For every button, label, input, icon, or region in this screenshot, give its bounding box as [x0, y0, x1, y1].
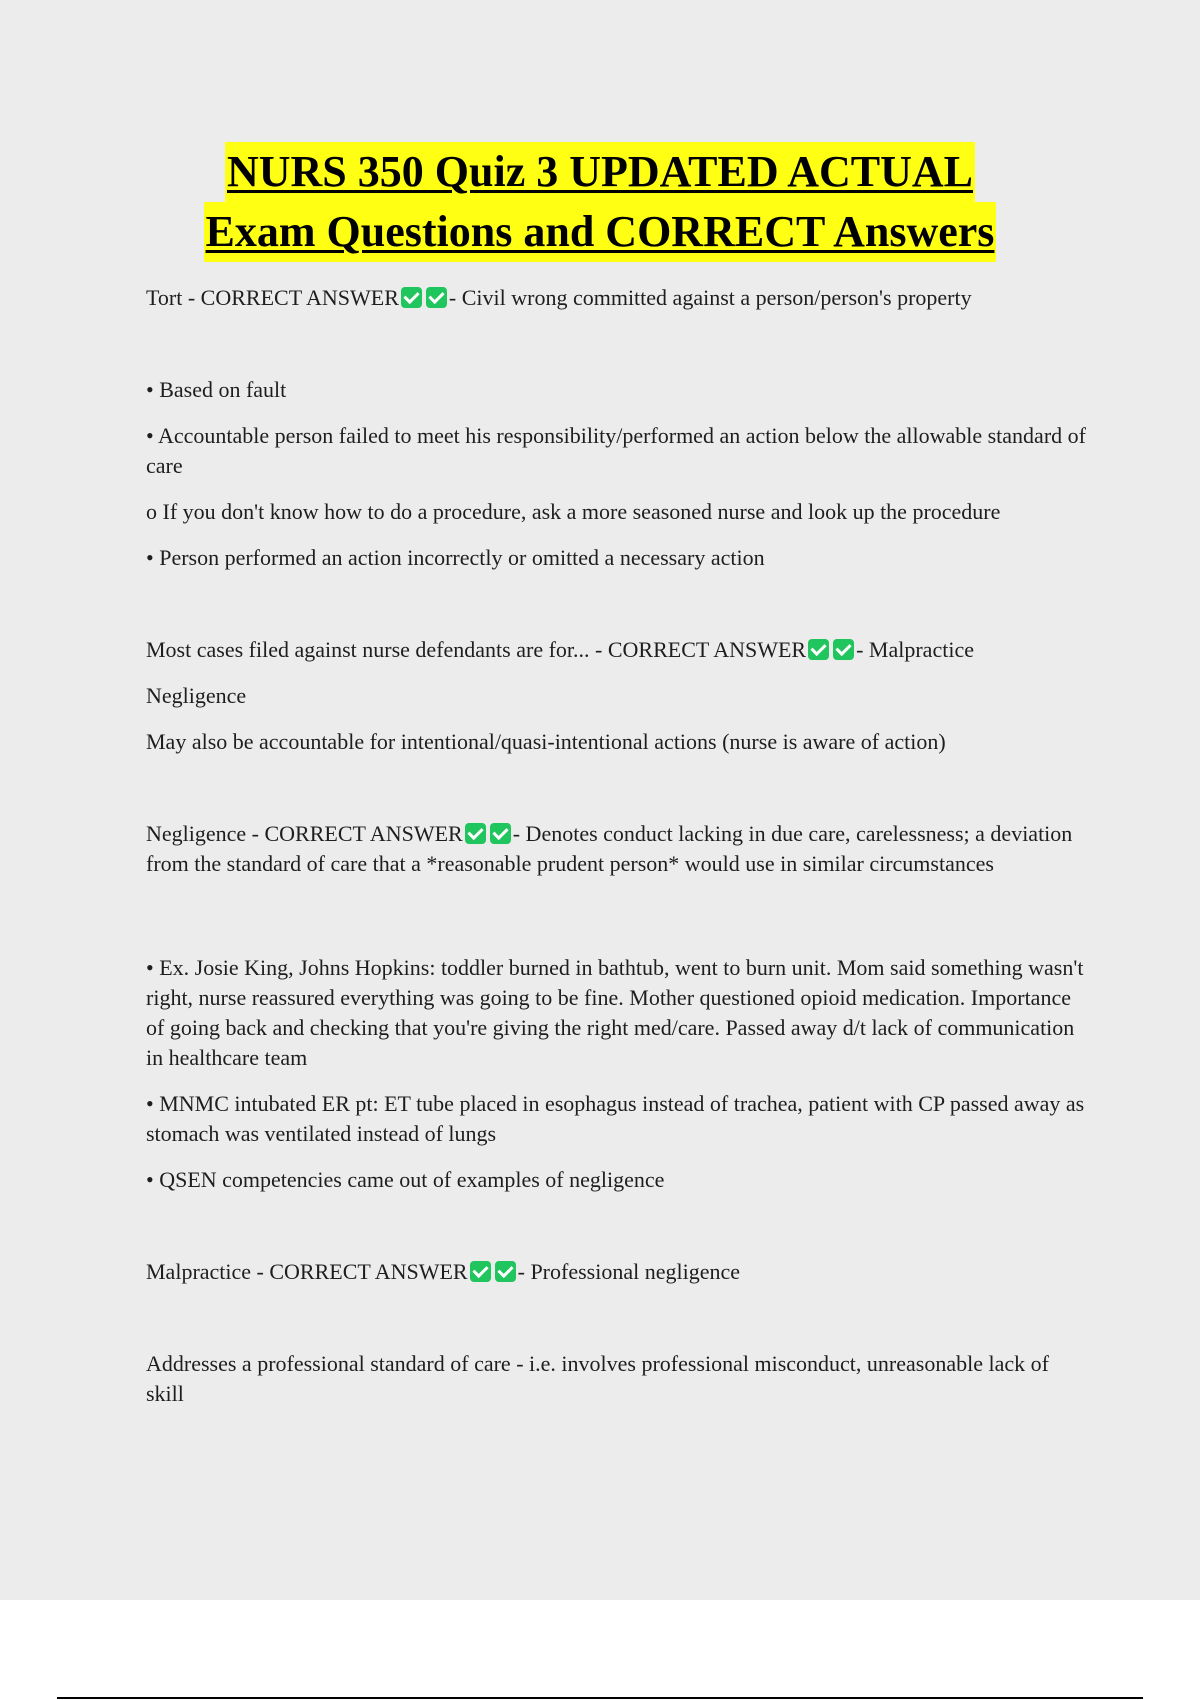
question-text: Most cases filed against nurse defendants are for... - CORRECT ANSWER — [146, 637, 807, 662]
answer-text: - Civil wrong committed against a person/person's property — [448, 285, 972, 310]
answer-line: Negligence — [146, 683, 247, 708]
check-icon — [401, 287, 422, 308]
sub-bullet-item: o If you don't know how to do a procedure, ask a more seasoned nurse and look up the procedure — [146, 499, 1001, 524]
title-line-1: NURS 350 Quiz 3 UPDATED ACTUAL — [225, 142, 975, 202]
check-icon — [490, 823, 511, 844]
answer-text: - Professional negligence — [517, 1259, 740, 1284]
qa-most-cases — [146, 635, 1086, 665]
bullet-item: • MNMC intubated ER pt: ET tube placed in esophagus instead of trachea, patient with CP passed away as stomach was ventilated instead of lungs — [146, 1091, 1085, 1146]
check-icon — [833, 639, 854, 660]
bullet-item: • Person performed an action incorrectly or omitted a necessary action — [146, 545, 765, 570]
divider-line — [57, 1697, 1143, 1699]
question-text: Negligence - CORRECT ANSWER — [146, 821, 463, 846]
qa-tort — [146, 283, 1086, 313]
bullet-item: • QSEN competencies came out of examples of negligence — [146, 1167, 665, 1192]
check-icon — [808, 639, 829, 660]
title-line-2: Exam Questions and CORRECT Answers — [204, 202, 997, 262]
document-body — [146, 283, 1086, 1425]
question-text: Malpractice - CORRECT ANSWER — [146, 1259, 468, 1284]
check-icon — [426, 287, 447, 308]
question-text: Tort - CORRECT ANSWER — [146, 285, 399, 310]
qa-malpractice — [146, 1257, 1086, 1287]
check-icon — [470, 1261, 491, 1282]
check-icon — [495, 1261, 516, 1282]
answer-detail: Addresses a professional standard of care - i.e. involves professional misconduct, unreasonable lack of skill — [146, 1351, 1049, 1406]
bullet-item: • Accountable person failed to meet his responsibility/performed an action below the allowable standard of care — [146, 423, 1086, 478]
answer-text: - Denotes conduct lacking in due care, carelessness; a deviation from the standard of care that a *reasonable prudent person* would use in similar circumstances — [146, 821, 1073, 876]
bullet-item: • Ex. Josie King, Johns Hopkins: toddler burned in bathtub, went to burn unit. Mom said something wasn't right, nurse reassured everything was going to be fine. Mother questioned opioid medication. Importance of going back and checking that you're giving the right med/care. Passed away d/t lack of communication in healthcare team — [146, 955, 1084, 1070]
check-icon — [465, 823, 486, 844]
answer-text: - Malpractice — [856, 637, 974, 662]
answer-line: May also be accountable for intentional/quasi-intentional actions (nurse is aware of action) — [146, 729, 946, 754]
document-title — [0, 142, 1200, 262]
qa-negligence — [146, 819, 1086, 879]
bullet-item: • Based on fault — [146, 377, 287, 402]
